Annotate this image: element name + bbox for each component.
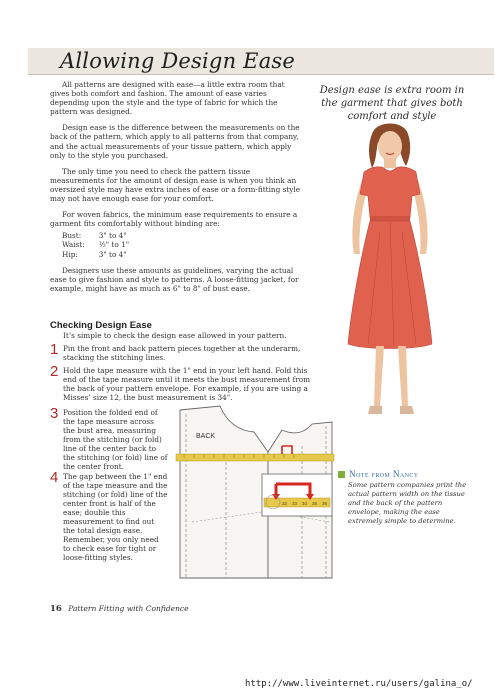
note-text: Some pattern companies print the actual pattern width on the tissue and the back of the pattern envelope, making the ease extremely simple to determine. [348, 481, 467, 525]
paragraph-definition: Design ease is the difference between the measurements on the back of the pattern, which apply to all patterns from that company, and the actual measurements of your tissue pattern, which apply only to the style you purchased. [50, 123, 300, 160]
ease-range: 3" to 4" [98, 231, 127, 241]
step-number: 4 [50, 469, 59, 486]
tape-number: 34 [302, 501, 308, 506]
woman-in-dress-illustration [320, 122, 460, 432]
watermark-url: http://www.liveinternet.ru/users/galina_o/ [245, 679, 473, 689]
ease-table [62, 231, 143, 258]
ease-row [62, 240, 143, 249]
tape-number: 35 [312, 501, 318, 506]
book-title: Pattern Fitting with Confidence [68, 604, 189, 613]
paragraph-guidelines: Designers use these amounts as guidelines, varying the actual ease to give fashion and style to patterns. A loose-fitting jacket, for example, might have as much as 6" to 8" of bust ease. [50, 265, 299, 293]
ease-row [62, 231, 143, 240]
body-column [50, 80, 305, 300]
note-heading: Note from Nancy [349, 469, 419, 479]
tape-number: 33 [292, 501, 298, 506]
pattern-tape-diagram [172, 402, 337, 582]
ease-area: Waist: [62, 240, 85, 250]
tape-number: 32 [282, 501, 288, 506]
step-text: Hold the tape measure with the 1" end in your left hand. Fold this end of the tape measure until it meets the bust measurement from the back of your pattern envelope. For example, if you are using a Misses’ size 12, the bust measurement is 34". [63, 366, 311, 402]
tape-number: 36 [322, 501, 328, 506]
ease-area: Bust: [62, 231, 82, 241]
section-intro: It’s simple to check the design ease allowed in your pattern. [63, 331, 287, 340]
section-heading: Checking Design Ease [50, 320, 152, 331]
ease-range: ½" to 1" [98, 240, 130, 250]
title-rule [28, 74, 494, 75]
back-label: BACK [196, 433, 216, 440]
step-text: Pin the front and back pattern pieces together at the underarm, stacking the stitching lines. [63, 344, 301, 362]
paragraph-woven: For woven fabrics, the minimum ease requirements to ensure a garment fits comfortably without binding are: [50, 210, 298, 229]
note-square-icon [338, 471, 345, 478]
paragraph-when-to-check: The only time you need to check the pattern tissue measurements for the amount of design ease is when you think an oversized style may have extra inches of ease or a form-fitting style may not have enough ease for your comfort. [50, 166, 301, 204]
step-number: 3 [50, 405, 59, 422]
page-footer [50, 604, 189, 614]
paragraph-intro: All patterns are designed with ease—a little extra room that gives both comfort and fashion. The amount of ease varies depending upon the style and the type of fabric for which the pattern was designed. [50, 80, 285, 117]
page-title: Allowing Design Ease [60, 49, 296, 73]
ease-range: 3" to 4" [98, 249, 127, 259]
step-text: Position the folded end of the tape measure across the bust area, measuring from the stitching (or fold) line of the center back to the stitching (or fold) line of the center front. [63, 408, 168, 471]
step-number: 2 [50, 363, 59, 380]
step-number: 1 [50, 341, 59, 358]
ease-area: Hip: [62, 249, 78, 259]
step-text: The gap between the 1" end of the tape measure and the stitching (or fold) line of the center front is half of the ease; double this measurement to find out the total design ease. Remember, you only need to check ease for tight or loose-fitting styles. [63, 472, 168, 562]
side-caption: Design ease is extra room in the garment that gives both comfort and style [319, 85, 465, 122]
ease-row [62, 250, 143, 259]
page-number: 16 [50, 604, 62, 614]
